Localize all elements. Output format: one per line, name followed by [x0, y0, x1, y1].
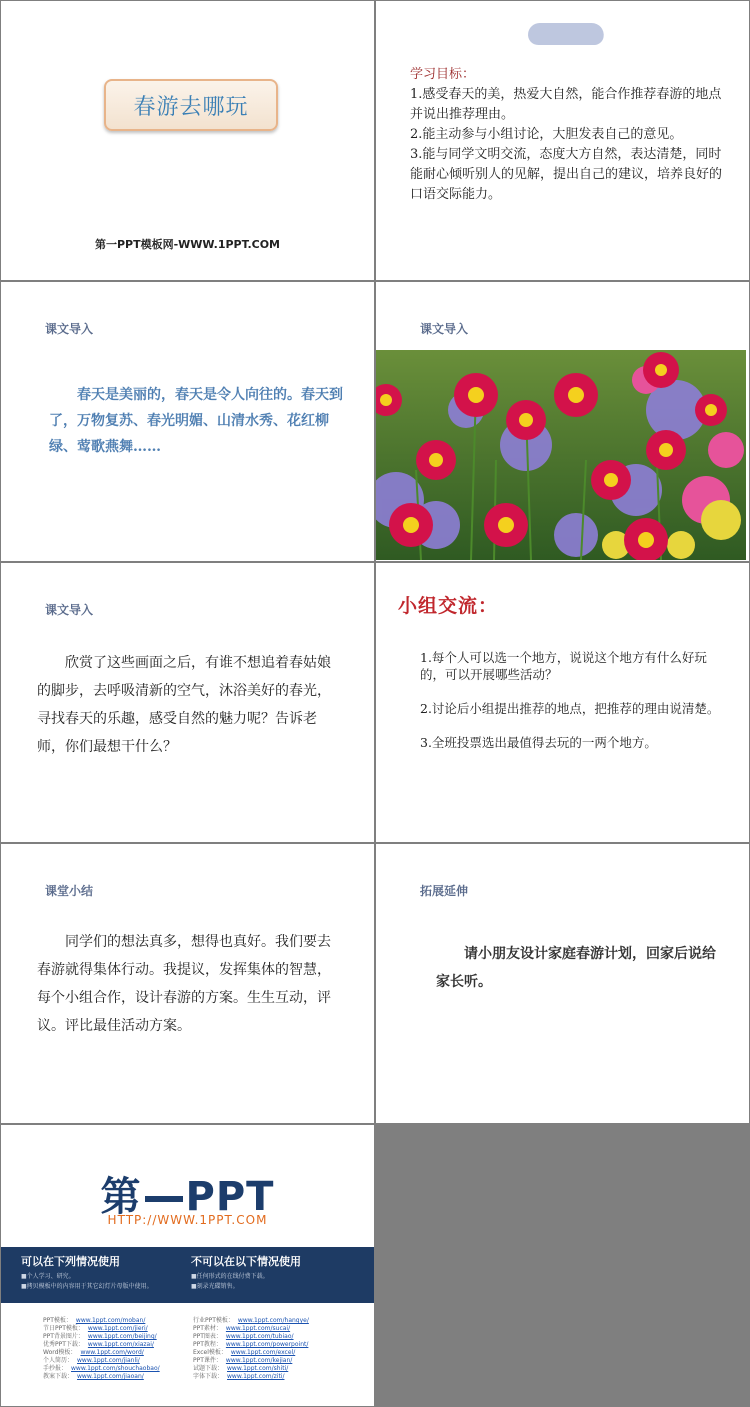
- link-row[interactable]: [193, 1373, 309, 1381]
- link-url[interactable]: www.1ppt.com/sucai/: [225, 1325, 291, 1332]
- extension-text: 请小朋友设计家庭春游计划，回家后说给家长听。: [436, 946, 716, 990]
- usage-band: [1, 1247, 374, 1303]
- link-url[interactable]: www.1ppt.com/word/: [80, 1349, 144, 1356]
- link-label: 字体下载：: [193, 1373, 224, 1380]
- link-row[interactable]: [193, 1325, 309, 1333]
- link-url[interactable]: www.1ppt.com/ziti/: [227, 1373, 285, 1380]
- link-url[interactable]: www.1ppt.com/xiazai/: [87, 1341, 154, 1348]
- link-row[interactable]: [193, 1357, 309, 1365]
- link-url[interactable]: www.1ppt.com/excel/: [230, 1349, 296, 1356]
- logo-char: 第: [100, 1174, 142, 1220]
- link-label: PPT背景图片：: [43, 1333, 84, 1340]
- link-label: 优秀PPT下载：: [43, 1341, 84, 1348]
- slide-intro-2[interactable]: [376, 282, 749, 561]
- link-label: 行业PPT模板：: [193, 1317, 234, 1324]
- link-row[interactable]: [193, 1349, 309, 1357]
- link-label: 教案下载：: [43, 1373, 74, 1380]
- link-url[interactable]: www.1ppt.com/shouchaobao/: [71, 1365, 160, 1372]
- slide-extension[interactable]: [376, 844, 749, 1123]
- link-row[interactable]: [43, 1333, 160, 1341]
- slide-brand[interactable]: [1, 1125, 374, 1406]
- links-right: [193, 1317, 309, 1381]
- goal-item: 3.能与同学文明交流，态度大方自然，表达清楚，同时能耐心倾听别人的见解，提出自己的建议，培养良好的口语交际能力。: [410, 147, 723, 202]
- cannot-use-title: 不可以在以下情况使用: [191, 1255, 301, 1268]
- can-use-item: ■拷贝模板中的内容用于其它幻灯片母版中使用。: [21, 1283, 153, 1290]
- intro-text: 春天是美丽的，春天是令人向往的。春天到了，万物复苏、春光明媚、山清水秀、花红柳绿、莺歌燕舞……: [49, 387, 343, 455]
- link-url[interactable]: www.1ppt.com/beijing/: [87, 1333, 157, 1340]
- link-row[interactable]: [193, 1365, 309, 1373]
- link-row[interactable]: [43, 1341, 160, 1349]
- cannot-use-column: [191, 1253, 361, 1292]
- link-row[interactable]: [193, 1317, 309, 1325]
- link-row[interactable]: [43, 1349, 160, 1357]
- can-use-column: [21, 1253, 191, 1292]
- link-url[interactable]: www.1ppt.com/jiaoan/: [77, 1373, 144, 1380]
- section-title: 课文导入: [420, 322, 469, 336]
- cannot-use-item: ■任何形式的在线付费下载。: [191, 1273, 269, 1280]
- brand-url: HTTP://WWW.1PPT.COM: [107, 1213, 268, 1227]
- discussion-item: 2.讨论后小组提出推荐的地点，把推荐的理由说清楚。: [420, 701, 720, 716]
- slide-summary[interactable]: [1, 844, 374, 1123]
- link-row[interactable]: [193, 1341, 309, 1349]
- flowers-photo: [376, 350, 746, 560]
- link-row[interactable]: [193, 1333, 309, 1341]
- intro-paragraph: 欣赏了这些画面之后，有谁不想追着春姑娘的脚步，去呼吸清新的空气，沐浴美好的春光，寻找春天的乐趣，感受自然的魅力呢？告诉老师，你们最想干什么？: [37, 655, 331, 755]
- link-label: 节日PPT模板：: [43, 1325, 84, 1332]
- can-use-title: 可以在下列情况使用: [21, 1255, 120, 1268]
- slide-goals[interactable]: [376, 1, 749, 280]
- section-title: 课文导入: [45, 603, 94, 617]
- link-url[interactable]: www.1ppt.com/shiti/: [227, 1365, 289, 1372]
- link-label: PPT模板：: [43, 1317, 72, 1324]
- link-url[interactable]: www.1ppt.com/jianli/: [77, 1357, 140, 1364]
- site-label: 第一PPT模板网-WWW.1PPT.COM: [94, 238, 281, 251]
- section-title: 课文导入: [45, 322, 94, 336]
- goals-list: [410, 65, 730, 205]
- link-row[interactable]: [43, 1365, 160, 1373]
- links-left: [43, 1317, 160, 1381]
- slide-intro-1[interactable]: [1, 282, 374, 561]
- cannot-use-item: ■刻录光碟销售。: [191, 1283, 239, 1290]
- slide-title-text: 春游去哪玩: [133, 94, 249, 120]
- goals-heading: 学习目标：: [410, 67, 476, 82]
- logo-bar: [145, 1196, 183, 1202]
- link-label: PPT图表：: [193, 1333, 222, 1340]
- link-row[interactable]: [43, 1317, 160, 1325]
- logo-ppt: PPT: [185, 1174, 275, 1220]
- link-label: PPT课件：: [193, 1357, 222, 1364]
- summary-paragraph: 同学们的想法真多，想得也真好。我们要去春游就得集体行动。我提议，发挥集体的智慧，每个小组合作，设计春游的方案。生生互动，评议。评比最佳活动方案。: [37, 934, 331, 1034]
- goal-item: 1.感受春天的美，热爱大自然，能合作推荐春游的地点并说出推荐理由。: [410, 87, 722, 122]
- goal-item: 2.能主动参与小组讨论，大胆发表自己的意见。: [410, 127, 683, 142]
- slide-title[interactable]: [1, 1, 374, 280]
- discussion-list: [420, 649, 720, 768]
- link-url[interactable]: www.1ppt.com/moban/: [75, 1317, 146, 1324]
- link-label: 试题下载：: [193, 1365, 224, 1372]
- link-label: PPT素材：: [193, 1325, 222, 1332]
- discussion-item: 3.全班投票选出最值得去玩的一两个地方。: [420, 735, 657, 750]
- link-label: Excel模板：: [193, 1349, 227, 1356]
- title-box: [104, 79, 278, 131]
- link-url[interactable]: www.1ppt.com/tubiao/: [225, 1333, 294, 1340]
- link-row[interactable]: [43, 1373, 160, 1381]
- discussion-item: 1.每个人可以选一个地方，说说这个地方有什么好玩的，可以开展哪些活动？: [420, 650, 707, 682]
- link-row[interactable]: [43, 1325, 160, 1333]
- link-label: 手抄报：: [43, 1365, 68, 1372]
- slide-group-discussion[interactable]: [376, 563, 749, 842]
- link-label: PPT教程：: [193, 1341, 222, 1348]
- link-label: 个人简历：: [43, 1357, 74, 1364]
- link-label: Word模板：: [43, 1349, 77, 1356]
- link-url[interactable]: www.1ppt.com/hangye/: [237, 1317, 309, 1324]
- group-title: 小组交流：: [398, 595, 499, 617]
- can-use-item: ■个人学习、研究。: [21, 1273, 75, 1280]
- link-url[interactable]: www.1ppt.com/powerpoint/: [225, 1341, 309, 1348]
- link-url[interactable]: www.1ppt.com/jieri/: [87, 1325, 148, 1332]
- section-title: 课堂小结: [45, 884, 94, 898]
- link-row[interactable]: [43, 1357, 160, 1365]
- section-title: 拓展延伸: [420, 884, 469, 898]
- link-url[interactable]: www.1ppt.com/kejian/: [225, 1357, 293, 1364]
- brush-decoration: [526, 23, 605, 45]
- slide-intro-3[interactable]: [1, 563, 374, 842]
